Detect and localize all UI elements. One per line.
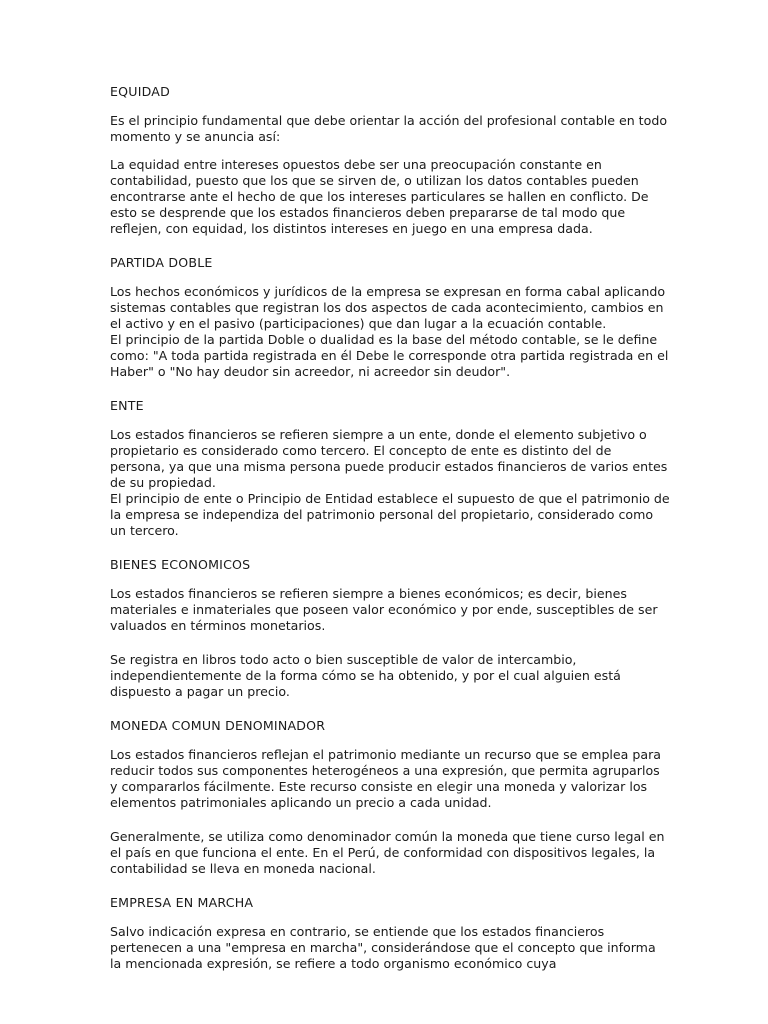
section-partida-doble [110, 255, 670, 380]
paragraph: Los estados financieros reflejan el patrimonio mediante un recurso que se emplea para reducir todos sus componentes heterogéneos a una expresión, que permita agruparlos y compararlos fácilmente. Este recurso consiste en elegir una moneda y valorizar los elementos patrimoniales aplicando un precio a cada unidad. [110, 747, 662, 810]
document-page [110, 84, 670, 984]
section-heading: EQUIDAD [110, 84, 170, 99]
paragraph: El principio de ente o Principio de Entidad establece el supuesto de que el patrimonio de la empresa se independiza del patrimonio personal del propietario, considerado como un tercero. [110, 491, 670, 538]
section-bienes-economicos [110, 557, 670, 700]
section-ente [110, 398, 670, 539]
section-moneda-comun-denominador [110, 718, 670, 877]
section-heading: EMPRESA EN MARCHA [110, 895, 254, 910]
section-equidad [110, 84, 670, 237]
paragraph: El principio de la partida Doble o dualidad es la base del método contable, se le define como: "A toda partida registrada en él Debe le corresponde otra partida registrada en el Haber" o "No hay deudor sin acreedor, ni acreedor sin deudor". [110, 332, 669, 379]
section-empresa-en-marcha [110, 895, 670, 972]
section-heading: ENTE [110, 398, 144, 413]
paragraph: Es el principio fundamental que debe orientar la acción del profesional contable en todo momento y se anuncia así: [110, 113, 668, 144]
section-heading: MONEDA COMUN DENOMINADOR [110, 718, 326, 733]
section-heading: PARTIDA DOBLE [110, 255, 213, 270]
paragraph: Los hechos económicos y jurídicos de la empresa se expresan en forma cabal aplicando sistemas contables que registran los dos aspectos de cada acontecimiento, cambios en el activo y en el pasivo (participaciones) que dan lugar a la ecuación contable. [110, 284, 666, 331]
paragraph: Los estados financieros se refieren siempre a bienes económicos; es decir, bienes materiales e inmateriales que poseen valor económico y por ende, susceptibles de ser valuados en términos monetarios. [110, 586, 658, 633]
section-heading: BIENES ECONOMICOS [110, 557, 251, 572]
paragraph: Los estados financieros se refieren siempre a un ente, donde el elemento subjetivo o propietario es considerado como tercero. El concepto de ente es distinto del de persona, ya que una misma persona puede producir estados financieros de varios entes de su propiedad. [110, 427, 668, 490]
paragraph: Generalmente, se utiliza como denominador común la moneda que tiene curso legal en el país en que funciona el ente. En el Perú, de conformidad con dispositivos legales, la contabilidad se lleva en moneda nacional. [110, 829, 665, 876]
paragraph: Se registra en libros todo acto o bien susceptible de valor de intercambio, independientemente de la forma cómo se ha obtenido, y por el cual alguien está dispuesto a pagar un precio. [110, 652, 621, 699]
paragraph: Salvo indicación expresa en contrario, se entiende que los estados financieros pertenecen a una "empresa en marcha", considerándose que el concepto que informa la mencionada expresión, se refiere a todo organismo económico cuya [110, 924, 656, 971]
paragraph: La equidad entre intereses opuestos debe ser una preocupación constante en contabilidad, puesto que los que se sirven de, o utilizan los datos contables pueden encontrarse ante el hecho de que los intereses particulares se hallen en conflicto. De esto se desprende que los estados financieros deben prepararse de tal modo que reflejen, con equidad, los distintos intereses en juego en una empresa dada. [110, 157, 649, 236]
